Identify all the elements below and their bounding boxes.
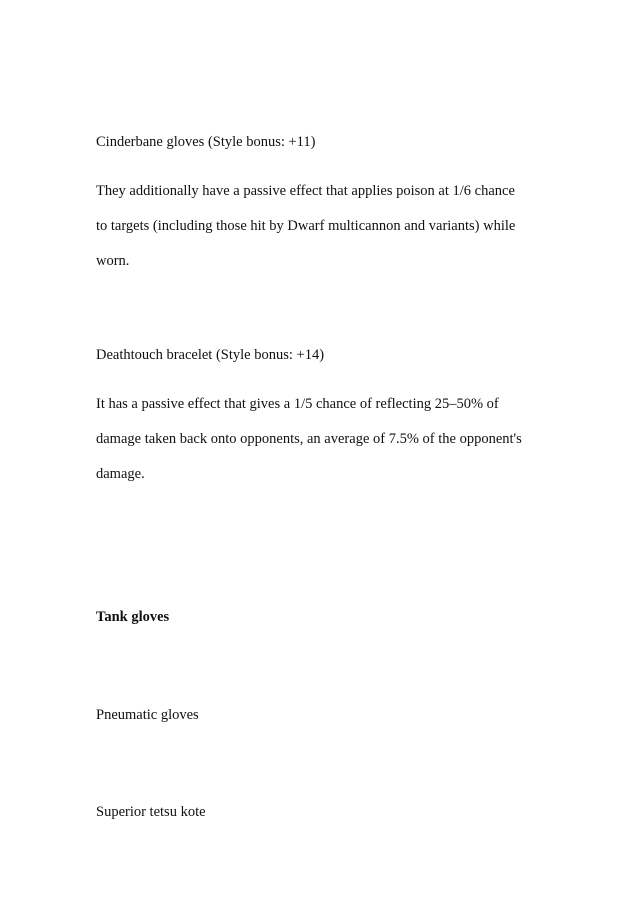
cinderbane-heading: Cinderbane gloves (Style bonus: +11) [96, 134, 316, 150]
deathtouch-text-line-2: damage taken back onto opponents, an average of 7.5% of the opponent's [96, 431, 522, 447]
cinderbane-text-line-1: They additionally have a passive effect that applies poison at 1/6 chance [96, 183, 515, 199]
cinderbane-text-line-2: to targets (including those hit by Dwarf multicannon and variants) while [96, 218, 516, 234]
deathtouch-text-line-3: damage. [96, 466, 145, 482]
cinderbane-text-line-3: worn. [96, 253, 130, 269]
superior-tetsu-kote-heading: Superior tetsu kote [96, 804, 206, 820]
deathtouch-heading: Deathtouch bracelet (Style bonus: +14) [96, 347, 325, 363]
pneumatic-gloves-heading: Pneumatic gloves [96, 707, 199, 723]
deathtouch-text-line-1: It has a passive effect that gives a 1/5 chance of reflecting 25–50% of [96, 396, 499, 412]
tank-gloves-heading: Tank gloves [96, 609, 170, 625]
